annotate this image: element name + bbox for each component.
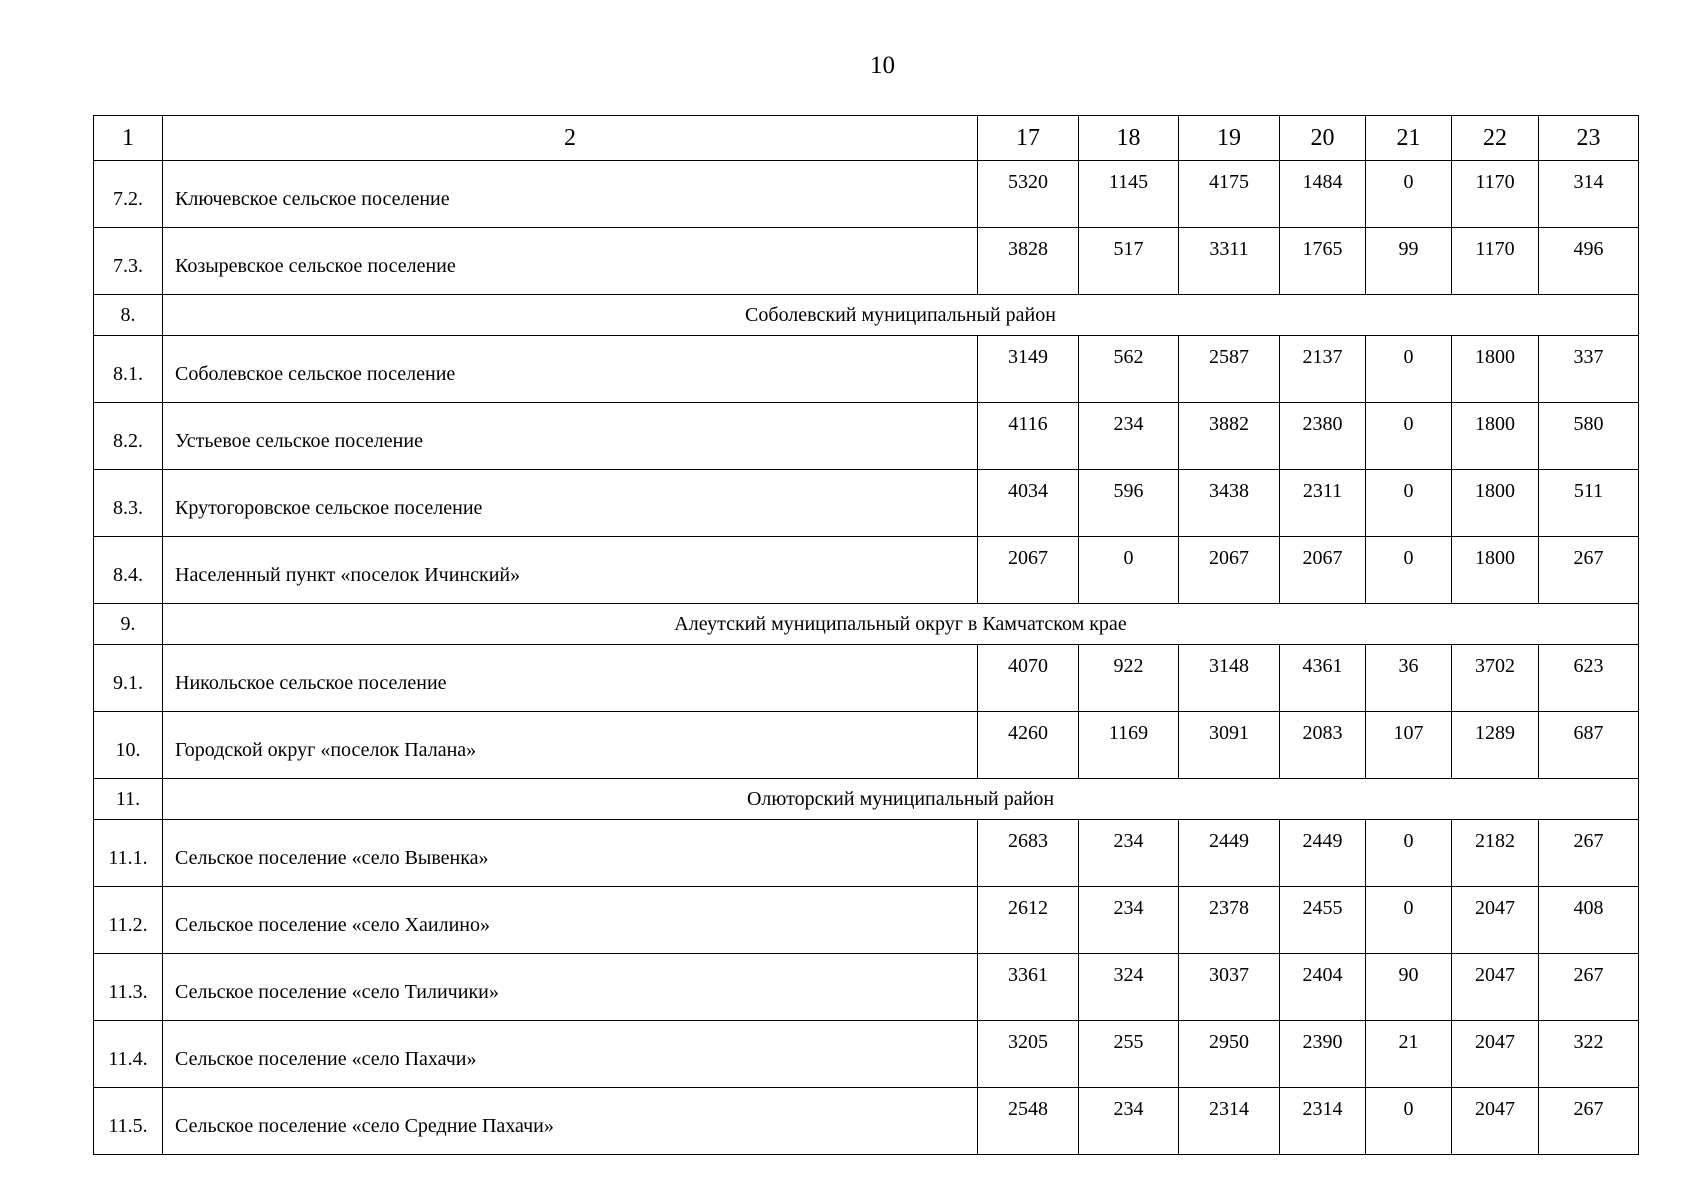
value-cell: 3882	[1179, 403, 1280, 470]
row-number: 11.4.	[94, 1021, 163, 1088]
value-cell: 2067	[1179, 537, 1280, 604]
value-cell: 623	[1539, 645, 1639, 712]
value-cell: 517	[1079, 228, 1179, 295]
row-name: Никольское сельское поселение	[163, 645, 978, 712]
section-row	[94, 779, 1639, 820]
value-cell: 4175	[1179, 161, 1280, 228]
table-row	[94, 712, 1639, 779]
value-cell: 2083	[1280, 712, 1366, 779]
value-cell: 1170	[1452, 161, 1539, 228]
row-number: 11.3.	[94, 954, 163, 1021]
value-cell: 4116	[978, 403, 1079, 470]
value-cell: 5320	[978, 161, 1079, 228]
value-cell: 0	[1366, 1088, 1452, 1155]
header-cell: 23	[1539, 116, 1639, 161]
value-cell: 314	[1539, 161, 1639, 228]
row-number: 8.3.	[94, 470, 163, 537]
row-number: 7.3.	[94, 228, 163, 295]
value-cell: 2404	[1280, 954, 1366, 1021]
value-cell: 2047	[1452, 1021, 1539, 1088]
row-number: 8.2.	[94, 403, 163, 470]
section-title: Соболевский муниципальный район	[163, 295, 1639, 336]
value-cell: 322	[1539, 1021, 1639, 1088]
value-cell: 3091	[1179, 712, 1280, 779]
value-cell: 3149	[978, 336, 1079, 403]
header-cell: 2	[163, 116, 978, 161]
value-cell: 0	[1366, 336, 1452, 403]
row-name: Сельское поселение «село Тиличики»	[163, 954, 978, 1021]
row-number: 8.1.	[94, 336, 163, 403]
section-row	[94, 604, 1639, 645]
value-cell: 0	[1366, 161, 1452, 228]
row-name: Соболевское сельское поселение	[163, 336, 978, 403]
row-name: Ключевское сельское поселение	[163, 161, 978, 228]
value-cell: 2378	[1179, 887, 1280, 954]
value-cell: 3037	[1179, 954, 1280, 1021]
row-name: Козыревское сельское поселение	[163, 228, 978, 295]
value-cell: 1289	[1452, 712, 1539, 779]
table-row	[94, 161, 1639, 228]
value-cell: 1484	[1280, 161, 1366, 228]
value-cell: 99	[1366, 228, 1452, 295]
header-cell: 17	[978, 116, 1079, 161]
row-name: Сельское поселение «село Средние Пахачи»	[163, 1088, 978, 1155]
row-name: Сельское поселение «село Хаилино»	[163, 887, 978, 954]
value-cell: 2067	[1280, 537, 1366, 604]
row-name: Населенный пункт «поселок Ичинский»	[163, 537, 978, 604]
value-cell: 2047	[1452, 887, 1539, 954]
section-title: Олюторский муниципальный район	[163, 779, 1639, 820]
value-cell: 2314	[1280, 1088, 1366, 1155]
value-cell: 3205	[978, 1021, 1079, 1088]
value-cell: 36	[1366, 645, 1452, 712]
value-cell: 1800	[1452, 537, 1539, 604]
value-cell: 922	[1079, 645, 1179, 712]
value-cell: 2548	[978, 1088, 1079, 1155]
value-cell: 267	[1539, 954, 1639, 1021]
value-cell: 90	[1366, 954, 1452, 1021]
value-cell: 3148	[1179, 645, 1280, 712]
value-cell: 1145	[1079, 161, 1179, 228]
value-cell: 2950	[1179, 1021, 1280, 1088]
table-row	[94, 403, 1639, 470]
value-cell: 2047	[1452, 954, 1539, 1021]
table-row	[94, 820, 1639, 887]
table-header-row	[94, 116, 1639, 161]
header-cell: 22	[1452, 116, 1539, 161]
row-name: Устьевое сельское поселение	[163, 403, 978, 470]
value-cell: 2047	[1452, 1088, 1539, 1155]
table-row	[94, 470, 1639, 537]
value-cell: 2380	[1280, 403, 1366, 470]
value-cell: 0	[1079, 537, 1179, 604]
value-cell: 255	[1079, 1021, 1179, 1088]
section-title: Алеутский муниципальный округ в Камчатском крае	[163, 604, 1639, 645]
value-cell: 1170	[1452, 228, 1539, 295]
section-number: 9.	[94, 604, 163, 645]
value-cell: 1800	[1452, 403, 1539, 470]
row-number: 7.2.	[94, 161, 163, 228]
value-cell: 267	[1539, 537, 1639, 604]
value-cell: 2449	[1280, 820, 1366, 887]
value-cell: 4070	[978, 645, 1079, 712]
table-row	[94, 887, 1639, 954]
section-number: 8.	[94, 295, 163, 336]
value-cell: 234	[1079, 820, 1179, 887]
page-number: 10	[870, 52, 895, 79]
table-row	[94, 228, 1639, 295]
value-cell: 267	[1539, 820, 1639, 887]
table-row	[94, 954, 1639, 1021]
value-cell: 2137	[1280, 336, 1366, 403]
value-cell: 2455	[1280, 887, 1366, 954]
row-number: 11.2.	[94, 887, 163, 954]
value-cell: 4361	[1280, 645, 1366, 712]
header-cell: 21	[1366, 116, 1452, 161]
value-cell: 234	[1079, 887, 1179, 954]
table-row	[94, 645, 1639, 712]
value-cell: 3828	[978, 228, 1079, 295]
value-cell: 234	[1079, 1088, 1179, 1155]
table-row	[94, 1088, 1639, 1155]
value-cell: 580	[1539, 403, 1639, 470]
value-cell: 4034	[978, 470, 1079, 537]
value-cell: 234	[1079, 403, 1179, 470]
header-cell: 18	[1079, 116, 1179, 161]
data-table	[93, 115, 1639, 1155]
value-cell: 2683	[978, 820, 1079, 887]
value-cell: 1800	[1452, 470, 1539, 537]
table-row	[94, 537, 1639, 604]
section-number: 11.	[94, 779, 163, 820]
value-cell: 1169	[1079, 712, 1179, 779]
row-name: Крутогоровское сельское поселение	[163, 470, 978, 537]
row-number: 11.5.	[94, 1088, 163, 1155]
value-cell: 596	[1079, 470, 1179, 537]
value-cell: 2612	[978, 887, 1079, 954]
header-cell: 20	[1280, 116, 1366, 161]
table-body	[94, 116, 1639, 1155]
header-cell: 1	[94, 116, 163, 161]
value-cell: 0	[1366, 470, 1452, 537]
section-row	[94, 295, 1639, 336]
value-cell: 267	[1539, 1088, 1639, 1155]
value-cell: 337	[1539, 336, 1639, 403]
value-cell: 0	[1366, 403, 1452, 470]
value-cell: 4260	[978, 712, 1079, 779]
value-cell: 1765	[1280, 228, 1366, 295]
value-cell: 0	[1366, 887, 1452, 954]
row-number: 8.4.	[94, 537, 163, 604]
value-cell: 3702	[1452, 645, 1539, 712]
value-cell: 1800	[1452, 336, 1539, 403]
row-name: Городской округ «поселок Палана»	[163, 712, 978, 779]
row-number: 9.1.	[94, 645, 163, 712]
table-row	[94, 1021, 1639, 1088]
value-cell: 511	[1539, 470, 1639, 537]
value-cell: 2390	[1280, 1021, 1366, 1088]
value-cell: 687	[1539, 712, 1639, 779]
value-cell: 3361	[978, 954, 1079, 1021]
row-number: 11.1.	[94, 820, 163, 887]
value-cell: 562	[1079, 336, 1179, 403]
value-cell: 2182	[1452, 820, 1539, 887]
row-name: Сельское поселение «село Вывенка»	[163, 820, 978, 887]
value-cell: 496	[1539, 228, 1639, 295]
value-cell: 2587	[1179, 336, 1280, 403]
value-cell: 0	[1366, 537, 1452, 604]
value-cell: 2311	[1280, 470, 1366, 537]
value-cell: 21	[1366, 1021, 1452, 1088]
value-cell: 408	[1539, 887, 1639, 954]
value-cell: 0	[1366, 820, 1452, 887]
value-cell: 2314	[1179, 1088, 1280, 1155]
value-cell: 2449	[1179, 820, 1280, 887]
table-row	[94, 336, 1639, 403]
header-cell: 19	[1179, 116, 1280, 161]
row-name: Сельское поселение «село Пахачи»	[163, 1021, 978, 1088]
value-cell: 107	[1366, 712, 1452, 779]
row-number: 10.	[94, 712, 163, 779]
value-cell: 2067	[978, 537, 1079, 604]
value-cell: 3311	[1179, 228, 1280, 295]
value-cell: 324	[1079, 954, 1179, 1021]
value-cell: 3438	[1179, 470, 1280, 537]
